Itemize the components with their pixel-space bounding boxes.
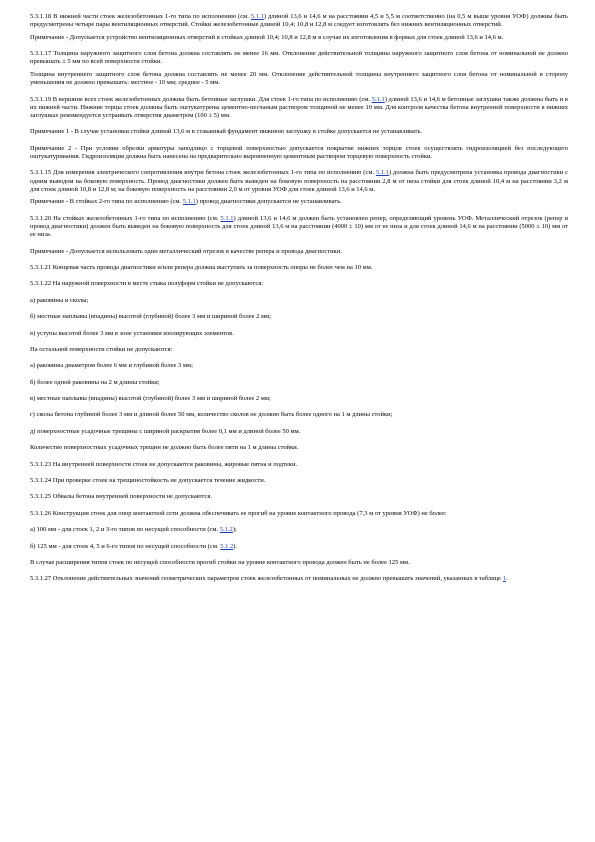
paragraph-item-b2	[30, 379, 568, 387]
paragraph-text: б) более одной раковины на 2 м длины стойки;	[30, 378, 160, 386]
paragraph-p-5-3-1-23	[30, 461, 568, 469]
paragraph-item-c2	[30, 395, 568, 403]
paragraph-p-5-3-1-21	[30, 264, 568, 272]
paragraph-note-ventilation	[30, 34, 568, 42]
paragraph-text: 5.3.1.22 На наружной поверхности в месте стыка полуформ стойки не допускаются:	[30, 280, 264, 288]
paragraph-p-5-3-1-19	[30, 96, 568, 121]
paragraph-item-a1	[30, 297, 568, 305]
paragraph-text: .	[505, 575, 508, 583]
paragraph-text: 5.3.1.20 На стойках железобетонных 1-го типа по исполнению (см.	[30, 214, 221, 222]
paragraph-text: 5.3.1.15 Для измерения электрического сопротивления внутри бетона стоек железобетонных 1-го типа по исполнению (см.	[30, 169, 376, 177]
paragraph-p-5-3-1-17	[30, 50, 568, 66]
paragraph-text: Толщина внутреннего защитного слоя бетона должна составлять не менее 20 мм. Отклонение действительной толщины внутреннего защитного слоя бетона от номинальной в сторону уменьшения не должно превышать: местное - 10 мм; среднее - 5 мм.	[30, 70, 568, 87]
cross-reference-link[interactable]: 5.1.1	[375, 169, 389, 177]
cross-reference-link[interactable]: 1	[502, 575, 506, 583]
paragraph-text: б) 125 мм - для стоек 4, 5 и 6-го типов по несущей способности (см.	[30, 542, 221, 550]
paragraph-note-2	[30, 145, 568, 161]
paragraph-text: Примечание - Допускается использовать один металлический отрезок в качестве репера и провода диагностики.	[30, 247, 342, 255]
paragraph-item-a2	[30, 362, 568, 370]
paragraph-text: а) раковины и сколы;	[30, 296, 89, 304]
paragraph-p-5-3-1-15	[30, 169, 568, 194]
paragraph-note-type2	[30, 198, 568, 206]
paragraph-p-rest-surface	[30, 346, 568, 354]
paragraph-p-5-3-1-26	[30, 510, 568, 518]
paragraph-p-5-3-1-18	[30, 13, 568, 29]
paragraph-text: в) местные наплывы (впадины) высотой (глубиной) более 3 мм и шириной более 2 мм;	[30, 395, 271, 403]
paragraph-p-reconstruction	[30, 559, 568, 567]
document-body	[30, 13, 568, 588]
paragraph-item-b3	[30, 543, 568, 551]
paragraph-note-metal	[30, 248, 568, 256]
paragraph-text: 5.3.1.23 На внутренней поверхности стоек не допускаются раковины, жировые пятна и подтеки.	[30, 460, 298, 468]
cross-reference-link[interactable]: 5.1.2	[220, 542, 234, 550]
paragraph-item-g2	[30, 411, 568, 419]
paragraph-item-a3	[30, 526, 568, 534]
paragraph-text: 5.3.1.25 Обвалы бетона внутренней поверхности не допускаются.	[30, 493, 212, 501]
paragraph-text: ) должна быть предусмотрена установка провода диагностики с одним выводом на боковую поверхность. Провод диагностики должен быть выведен на боковую поверхность на расстоянии 2,8 м от низа стойки для стоек длиной 10,4 м на расстоянии 3,2 м для стоек длиной 10,8 и 12,8 м; на боковую поверхность на расстоянии 2,0 м от уровня УОФ для стоек длиной 13,6 и 14,6 м.	[30, 169, 568, 193]
paragraph-text: В случае расширения типов стоек по несущей способности прогиб стойки на уровне контактного провода должен быть не более 125 мм.	[30, 558, 410, 566]
paragraph-text: 5.3.1.17 Толщина наружного защитного слоя бетона должна составлять не менее 16 мм. Отклонение действительной толщины наружного защитного слоя бетона от номинальной не должно превышать ± 5 мм по всей поверхности стойки.	[30, 50, 568, 66]
paragraph-p-5-3-1-22	[30, 280, 568, 288]
paragraph-item-c1	[30, 330, 568, 338]
cross-reference-link[interactable]: 5.1.1	[220, 214, 234, 222]
paragraph-text: ) длиной 13,6 и 14,6 м на расстоянии 4,5 и 5,5 м соответственно (на 0,5 м выше уровня УОФ) должны быть предусмотрены четыре пары вентиляционных отверстий. Стойки железобетонные длиной 10,4; 10,8 и 12,8 м следует изготовлять без нижних вентиляционных отверстий.	[30, 13, 568, 29]
paragraph-text: 5.3.1.18 В нижней части стоек железобетонных 1-го типа по исполнению (см.	[30, 13, 251, 20]
paragraph-text: Примечание 2 - При условии обрезки арматуры заподлицо с торцевой поверхностью допускается покрытие нижних торцов стоек осуществлять гидроизоляцией без последующего оштукатуривания. Гидроизоляция должна быть нанесена на предварительно выровненную цементным раствором торцевую поверхность стойки.	[30, 144, 568, 160]
paragraph-p-shrinkage	[30, 444, 568, 452]
paragraph-text: 5.3.1.24 При проверке стоек на трещиностойкость не допускается течение жидкости.	[30, 477, 266, 485]
paragraph-text: г) сколы бетона глубиной более 3 мм и длиной более 50 мм, количество сколов не должно быть более одного на 1 м длины стойки;	[30, 411, 393, 419]
paragraph-p-inner-cover	[30, 71, 568, 87]
paragraph-text: ).	[233, 542, 237, 550]
paragraph-text: 5.3.1.19 В вершине всех стоек железобетонных должны быть бетонные заглушки. Для стоек 1-го типа по исполнению (см.	[30, 95, 372, 103]
paragraph-text: Примечание 1 - В случае установки стойки длиной 13,6 м в стаканный фундамент нижнюю заглушку в стойке допускается не устанавливать.	[30, 128, 423, 136]
paragraph-note-1	[30, 128, 568, 136]
paragraph-p-5-3-1-27	[30, 575, 568, 583]
paragraph-text: в) уступы высотой более 3 мм в зоне установки изолирующих элементов.	[30, 329, 234, 337]
paragraph-text: );	[232, 526, 237, 534]
paragraph-text: б) местные наплывы (впадины) высотой (глубиной) более 3 мм и шириной более 2 мм;	[30, 313, 272, 321]
paragraph-item-b1	[30, 313, 568, 321]
paragraph-item-d2	[30, 428, 568, 436]
cross-reference-link[interactable]: 5.1.1	[250, 13, 264, 20]
paragraph-text: а) раковины диаметром более 6 мм и глубиной более 3 мм;	[30, 362, 193, 370]
paragraph-text: ) длиной 13,6 и 14,6 м бетонные заглушки также должны быть и в их нижней части. Нижние торцы стоек должны быть оштукатурены цементно-песчаным раствором толщиной не менее 10 мм. Для контроля качества бетона внутренней поверхности в нижних заглушках рекомендуется устраивать отверстия диаметром (100 ± 5) мм.	[30, 95, 568, 119]
paragraph-text: ) провод диагностики допускается не устанавливать.	[195, 198, 342, 206]
paragraph-p-5-3-1-24	[30, 477, 568, 485]
paragraph-text: 5.3.1.27 Отклонение действительных значений геометрических параметров стоек железобетонных от номинальных не должно превышать значений, указанных в таблице	[30, 575, 503, 583]
paragraph-text: Количество поверхностных усадочных трещин не должно быть более пяти на 1 м длины стойки.	[30, 444, 299, 452]
paragraph-text: д) поверхностные усадочные трещины с шириной раскрытия более 0,1 мм и длиной более 50 мм.	[30, 427, 301, 435]
cross-reference-link[interactable]: 5.1.1	[182, 198, 196, 206]
paragraph-text: 5.3.1.26 Конструкция стоек для опор контактной сети должна обеспечивать ее прогиб на уровне контактного провода (7,3 м от уровня УОФ) не более:	[30, 509, 447, 517]
paragraph-p-5-3-1-20	[30, 215, 568, 240]
paragraph-text: ) длиной 13,6 и 14,6 м должен быть установлен репер, определяющий уровень УОФ. Металлический отрезок (репер и провод диагностики) должен быть выведен на боковую поверхность для стоек длиной 13,6 м на расстоянии (4000 ± 10) мм от ее низа и для стоек длиной 14,6 м на расстоянии (5000 ± 10) мм от ее низа.	[30, 214, 568, 239]
cross-reference-link[interactable]: 5.1.1	[371, 95, 385, 103]
paragraph-text: На остальной поверхности стойки не допускаются:	[30, 345, 173, 353]
paragraph-text: а) 100 мм - для стоек 1, 2 и 3-го типов по несущей способности (см.	[30, 526, 220, 534]
paragraph-p-5-3-1-25	[30, 493, 568, 501]
paragraph-text: 5.3.1.21 Концевая часть провода диагностики и/или репера должна выступать за поверхность опоры не более чем на 10 мм.	[30, 263, 373, 271]
cross-reference-link[interactable]: 5.1.2	[219, 526, 233, 534]
paragraph-text: Примечание - В стойках 2-го типа по исполнению (см.	[30, 198, 183, 206]
paragraph-text: Примечание - Допускается устройство вентиляционных отверстий в стойках длиной 10,4; 10,8 и 12,8 м в случае их изготовления в формах для стоек длиной 13,6 и 14,6 м.	[30, 33, 504, 41]
